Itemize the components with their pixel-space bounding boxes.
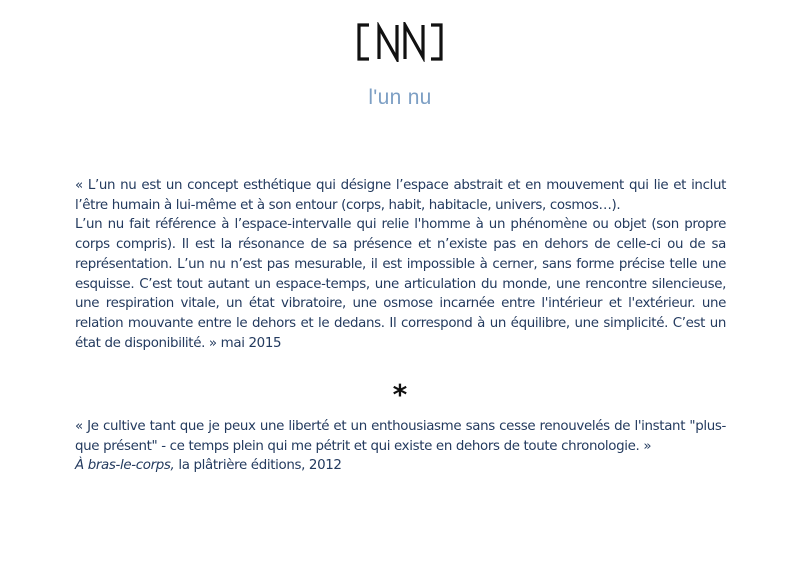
site-logo[interactable] (355, 22, 445, 62)
quote-block-definition (75, 176, 726, 353)
book-title: À bras-le-corps, (75, 458, 175, 474)
logo-mark (355, 22, 445, 62)
quote-paragraph-1: « L’un nu est un concept esthétique qui désigne l’espace abstrait et en mouvement qui lie et inclut l’être humain à lui-même et à son entour (corps, habit, habitacle, univers, cosmos…). (75, 178, 726, 213)
quote-source (75, 456, 726, 476)
quote-paragraph-2: L’un nu fait référence à l’espace-intervalle qui relie l'homme à un phénomène ou objet (son propre corps compris). Il est la résonance de sa présence et n’existe pas en dehors de celle-ci ou de sa représentation. L’un nu n’est pas mesurable, il est impossible à cerner, sans forme précise telle une esquisse. C’est tout autant un espace-temps, une articulation du monde, une rencontre silencieuse, une respiration vitale, un état vibratoire, une osmose incarnée entre l'intérieur et l'extérieur. une relation mouvante entre le dehors et le dedans. Il correspond à un équilibre, une simplicité. C’est un état de disponibilité. » mai 2015 (75, 217, 726, 351)
section-separator: * (392, 378, 408, 411)
book-publisher: la plâtrière éditions, 2012 (174, 458, 342, 474)
quote-paragraph-3: « Je cultive tant que je peux une liberté et un enthousiasme sans cesse renouvelés de l'instant "plus-que présent" - ce temps plein qui me pétrit et qui existe en dehors de toute chronologie. » (75, 419, 726, 454)
quote-block-book (75, 417, 726, 476)
page-subtitle: l'un nu (368, 86, 432, 109)
